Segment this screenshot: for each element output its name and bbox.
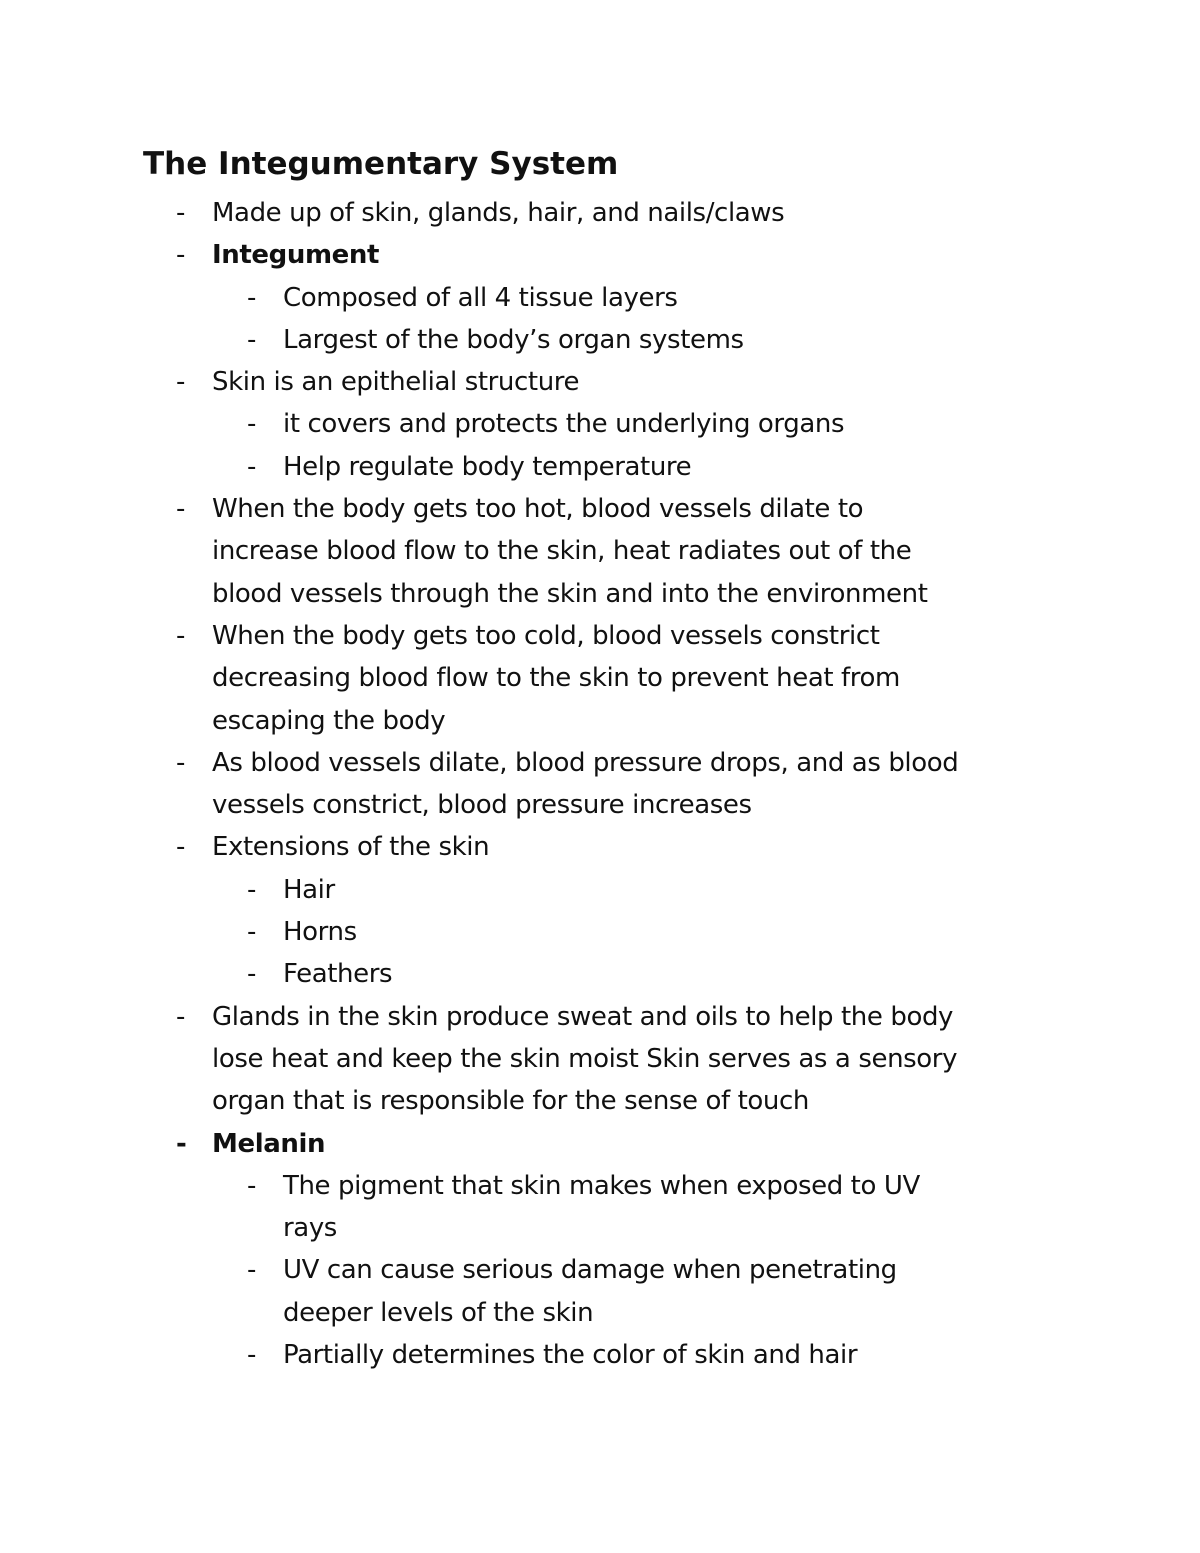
bullet-dash: -	[176, 367, 185, 398]
list-item-text: vessels constrict, blood pressure increases	[212, 790, 752, 821]
sub-list-item	[0, 277, 1200, 319]
list-item-text: lose heat and keep the skin moist Skin serves as a sensory	[212, 1043, 958, 1074]
list-item-text: Help regulate body temperature	[283, 451, 692, 482]
list-item-text: Integument	[212, 240, 380, 271]
bullet-dash: -	[247, 451, 256, 482]
bullet-dash: -	[176, 1001, 185, 1032]
list-item-text: Hair	[283, 874, 335, 905]
bullet-dash: -	[176, 494, 185, 525]
list-item-text: escaping the body	[212, 705, 446, 736]
list-item-text: Largest of the body’s organ systems	[283, 324, 744, 355]
bullet-dash: -	[176, 620, 185, 651]
list-item-text: Melanin	[212, 1128, 326, 1159]
list-item-text: Extensions of the skin	[212, 832, 490, 863]
sub-list-item	[0, 319, 1200, 361]
list-item	[0, 1123, 1200, 1165]
bullet-dash: -	[247, 874, 256, 905]
bullet-dash: -	[247, 959, 256, 990]
page-title: The Integumentary System	[143, 146, 619, 182]
bullet-dash: -	[176, 240, 185, 271]
list-item	[0, 234, 1200, 276]
list-item-text: organ that is responsible for the sense of touch	[212, 1086, 809, 1117]
bullet-dash: -	[176, 198, 185, 228]
list-item-text: Partially determines the color of skin and hair	[283, 1340, 858, 1371]
list-item-text: it covers and protects the underlying organs	[283, 409, 845, 440]
bullet-dash: -	[247, 1255, 256, 1286]
list-item-text: As blood vessels dilate, blood pressure drops, and as blood	[212, 747, 959, 778]
sub-list-item	[0, 1165, 1200, 1250]
bullet-dash: -	[176, 832, 185, 863]
list-item	[0, 361, 1200, 403]
list-item	[0, 996, 1200, 1123]
list-item-text: increase blood flow to the skin, heat radiates out of the	[212, 536, 912, 567]
list-item-text: The pigment that skin makes when exposed to UV	[283, 1170, 920, 1201]
list-item-text: deeper levels of the skin	[283, 1297, 594, 1328]
bullet-dash: -	[247, 1170, 256, 1201]
bullet-dash: -	[247, 324, 256, 355]
list-item-text: Glands in the skin produce sweat and oils to help the body	[212, 1001, 954, 1032]
list-item	[0, 192, 1200, 234]
list-item-text: blood vessels through the skin and into the environment	[212, 578, 928, 609]
bullet-dash: -	[247, 282, 256, 313]
list-item	[0, 615, 1200, 742]
sub-list-item	[0, 446, 1200, 488]
bullet-dash: -	[176, 747, 185, 778]
list-item-text: Horns	[283, 917, 357, 948]
sub-list-item	[0, 1249, 1200, 1334]
sub-list-item	[0, 403, 1200, 445]
bullet-dash: -	[176, 1128, 187, 1159]
list-item-text: decreasing blood flow to the skin to prevent heat from	[212, 663, 900, 694]
list-item-text: When the body gets too hot, blood vessels dilate to	[212, 494, 864, 525]
bullet-dash: -	[247, 409, 256, 440]
list-item	[0, 826, 1200, 868]
list-item	[0, 488, 1200, 615]
list-item-text: UV can cause serious damage when penetrating	[283, 1255, 897, 1286]
list-item-text: Feathers	[283, 959, 393, 990]
bullet-dash: -	[247, 1340, 256, 1371]
list-item-text: Made up of skin, glands, hair, and nails/claws	[212, 198, 785, 228]
sub-list-item	[0, 869, 1200, 911]
list-item-text: When the body gets too cold, blood vessels constrict	[212, 620, 880, 651]
sub-list-item	[0, 1334, 1200, 1376]
notes-outline	[0, 192, 1200, 1376]
list-item	[0, 742, 1200, 827]
list-item-text: rays	[283, 1213, 337, 1244]
list-item-text: Composed of all 4 tissue layers	[283, 282, 678, 313]
sub-list-item	[0, 953, 1200, 995]
bullet-dash: -	[247, 917, 256, 948]
list-item-text: Skin is an epithelial structure	[212, 367, 580, 398]
sub-list-item	[0, 911, 1200, 953]
